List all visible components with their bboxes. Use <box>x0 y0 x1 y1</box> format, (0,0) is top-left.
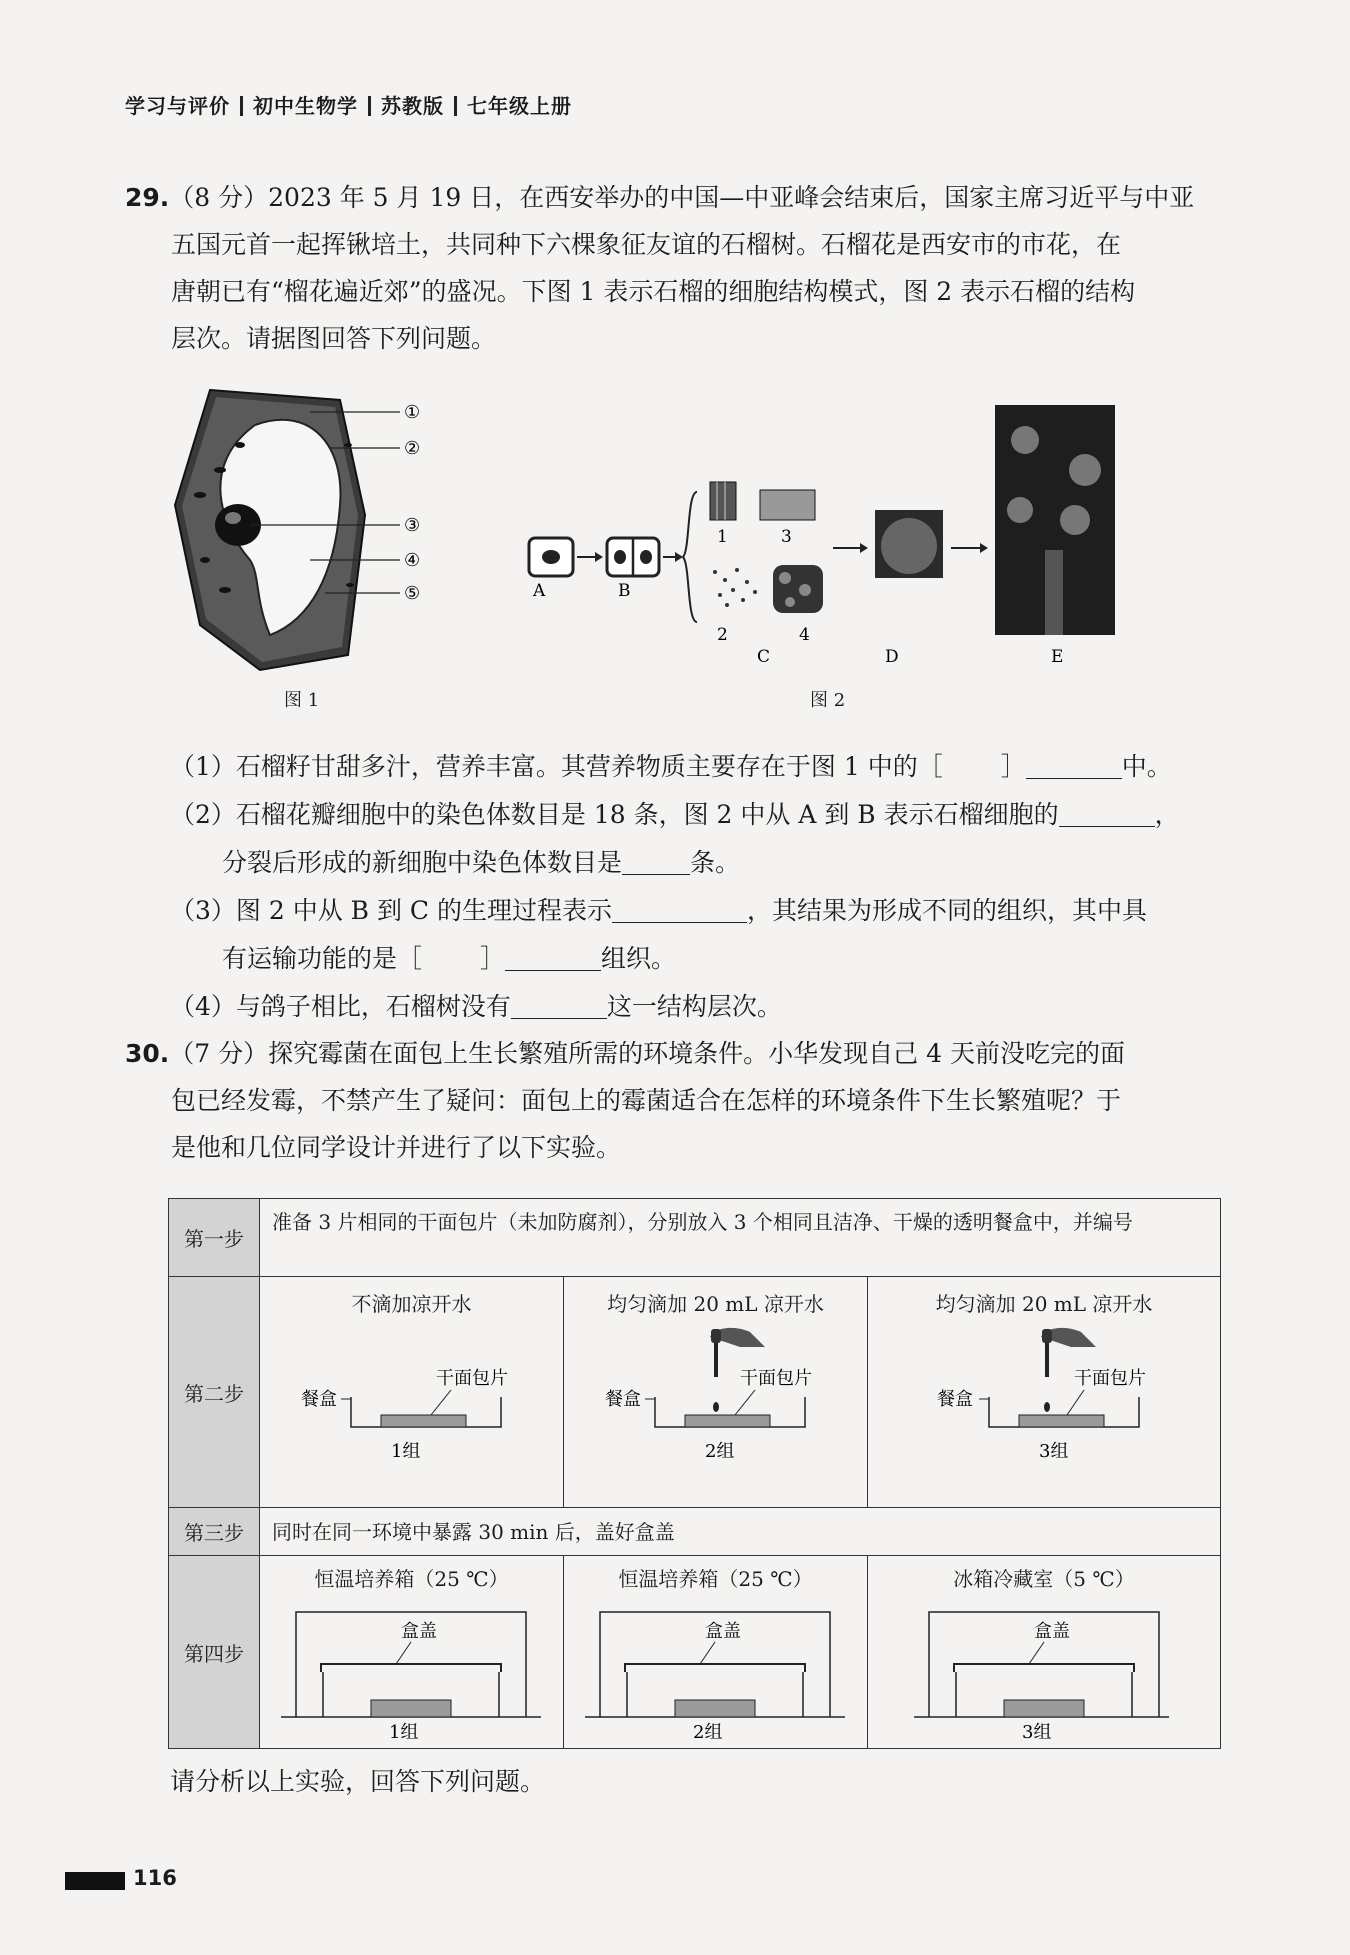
question-29 <box>125 174 1225 362</box>
lid-label: 盒盖 <box>401 1621 437 1642</box>
table-row-step2 <box>169 1277 1221 1508</box>
header-separator <box>368 96 371 116</box>
answer-blank[interactable] <box>622 848 690 875</box>
group-label: 3组 <box>1039 1441 1069 1462</box>
subquestion-text: ］ <box>480 944 506 973</box>
dish-diagram <box>869 1317 1169 1497</box>
subquestion-text: （4）与鸽子相比，石榴树没有 <box>170 992 511 1021</box>
question-text: 层次。请据图回答下列问题。 <box>171 324 497 353</box>
dish-diagram <box>261 1317 561 1497</box>
subquestion-text: ，其结果为形成不同的组织，其中具 <box>747 896 1148 925</box>
figure-1-caption: 图 1 <box>284 690 320 711</box>
condition-text: 恒温培养箱（25 ℃） <box>618 1567 813 1591</box>
condition-text: 不滴加凉开水 <box>351 1292 472 1316</box>
lid-label: 盒盖 <box>705 1621 741 1642</box>
page-number: 116 <box>133 1866 177 1890</box>
subquestion-text: ］ <box>1000 752 1026 781</box>
group-cell <box>564 1277 868 1508</box>
subquestion-text: 条。 <box>690 848 741 877</box>
header-part: 七年级上册 <box>467 94 572 118</box>
cell-label: ② <box>404 438 421 459</box>
question-text: 是他和几位同学设计并进行了以下实验。 <box>171 1133 622 1162</box>
table-row-step1 <box>169 1199 1221 1277</box>
page-number-bar <box>65 1872 125 1890</box>
incubator-diagram <box>565 1592 865 1742</box>
figure-2-label: 1 <box>717 527 728 547</box>
question-29-subquestions <box>170 743 1230 1031</box>
step-label: 第四步 <box>169 1556 260 1749</box>
question-text: （7 分）探究霉菌在面包上生长繁殖所需的环境条件。小华发现自己 4 天前没吃完的面 <box>169 1039 1125 1068</box>
subquestion-1 <box>170 743 1230 791</box>
group-cell <box>260 1277 564 1508</box>
question-text: 包已经发霉，不禁产生了疑问：面包上的霉菌适合在怎样的环境条件下生长繁殖呢？于 <box>171 1086 1122 1115</box>
question-number: 30. <box>125 1039 170 1068</box>
header-part: 学习与评价 <box>125 94 230 118</box>
cell-label: ③ <box>404 515 421 536</box>
figure-1-plant-cell <box>160 385 440 680</box>
bread-label: 干面包片 <box>740 1368 812 1389</box>
subquestion-text: （3）图 2 中从 B 到 C 的生理过程表示 <box>170 896 612 925</box>
group-cell <box>868 1556 1221 1749</box>
step-label: 第二步 <box>169 1277 260 1508</box>
subquestion-3 <box>170 887 1230 935</box>
incubator-diagram <box>261 1592 561 1742</box>
step-text: 准备 3 片相同的干面包片（未加防腐剂），分别放入 3 个相同且洁净、干燥的透明餐盒中，并编号 <box>260 1199 1221 1277</box>
cell-label: ④ <box>404 550 421 571</box>
lid-label: 盒盖 <box>1034 1621 1070 1642</box>
figure-2-structure-levels <box>515 400 1135 670</box>
group-label: 3组 <box>1022 1722 1052 1742</box>
group-label: 1组 <box>391 1441 421 1462</box>
instruction-text: 请分析以上实验，回答下列问题。 <box>170 1767 546 1796</box>
figure-2-label: D <box>885 647 899 667</box>
header-separator <box>454 96 457 116</box>
subquestion-text: 分裂后形成的新细胞中染色体数目是 <box>222 848 623 877</box>
group-cell <box>564 1556 868 1749</box>
figure-2-label: A <box>533 581 546 601</box>
step-label: 第一步 <box>169 1199 260 1277</box>
water-drop-icon <box>713 1402 719 1412</box>
dish-diagram <box>565 1317 865 1497</box>
table-row-step4 <box>169 1556 1221 1749</box>
question-30 <box>125 1030 1225 1171</box>
group-cell <box>868 1277 1221 1508</box>
group-label: 2组 <box>693 1722 723 1742</box>
subquestion-text: 这一结构层次。 <box>606 992 782 1021</box>
group-label: 1组 <box>389 1722 419 1742</box>
question-text: （8 分）2023 年 5 月 19 日，在西安举办的中国—中亚峰会结束后，国家主席习近平与中亚 <box>169 183 1195 212</box>
condition-text: 冰箱冷藏室（5 ℃） <box>953 1567 1135 1591</box>
group-label: 2组 <box>705 1441 735 1462</box>
condition-text: 均匀滴加 20 mL 凉开水 <box>935 1292 1153 1316</box>
answer-blank[interactable] <box>1026 752 1122 779</box>
water-drop-icon <box>1044 1402 1050 1412</box>
bread-label: 干面包片 <box>1074 1368 1146 1389</box>
question-text: 唐朝已有“榴花遍近郊”的盛况。下图 1 表示石榴的细胞结构模式，图 2 表示石榴的结构 <box>171 277 1136 306</box>
figure-2-label: C <box>757 647 771 667</box>
condition-text: 恒温培养箱（25 ℃） <box>314 1567 509 1591</box>
subquestion-4 <box>170 983 1230 1031</box>
experiment-table <box>168 1198 1221 1749</box>
bread-label: 干面包片 <box>436 1368 508 1389</box>
step-text: 同时在同一环境中暴露 30 min 后，盖好盒盖 <box>260 1508 1221 1556</box>
subquestion-text: 有运输功能的是［ <box>222 944 423 973</box>
subquestion-text: （1）石榴籽甘甜多汁，营养丰富。其营养物质主要存在于图 1 中的［ <box>170 752 943 781</box>
refrigerator-diagram <box>869 1592 1169 1742</box>
header-part: 初中生物学 <box>253 94 358 118</box>
figure-2-label: 2 <box>717 625 728 645</box>
question-number: 29. <box>125 183 170 212</box>
subquestion-text: ， <box>1154 800 1180 829</box>
subquestion-text: 组织。 <box>601 944 677 973</box>
subquestion-text: （2）石榴花瓣细胞中的染色体数目是 18 条，图 2 中从 A 到 B 表示石榴细胞的 <box>170 800 1059 829</box>
answer-blank[interactable] <box>1059 800 1155 827</box>
figure-2-label: E <box>1051 647 1064 667</box>
subquestion-text: 中。 <box>1121 752 1172 781</box>
figure-2-caption: 图 2 <box>810 690 846 711</box>
answer-blank[interactable] <box>505 944 601 971</box>
table-row-step3 <box>169 1508 1221 1556</box>
box-label: 餐盒 <box>937 1389 973 1410</box>
page-header <box>125 90 572 119</box>
box-label: 餐盒 <box>605 1389 641 1410</box>
header-part: 苏教版 <box>381 94 444 118</box>
figure-2-label: 3 <box>781 527 792 547</box>
question-text: 五国元首一起挥锹培土，共同种下六棵象征友谊的石榴树。石榴花是西安市的市花，在 <box>171 230 1122 259</box>
cell-label: ⑤ <box>404 583 421 604</box>
step-label: 第三步 <box>169 1508 260 1556</box>
condition-text: 均匀滴加 20 mL 凉开水 <box>607 1292 824 1316</box>
box-label: 餐盒 <box>301 1389 337 1410</box>
cell-label: ① <box>404 402 421 423</box>
figure-2-label: 4 <box>799 625 810 645</box>
header-separator <box>240 96 243 116</box>
subquestion-2 <box>170 791 1230 839</box>
answer-blank[interactable] <box>612 896 747 923</box>
group-cell <box>260 1556 564 1749</box>
figure-2-label: B <box>618 581 631 601</box>
answer-blank[interactable] <box>511 992 607 1019</box>
